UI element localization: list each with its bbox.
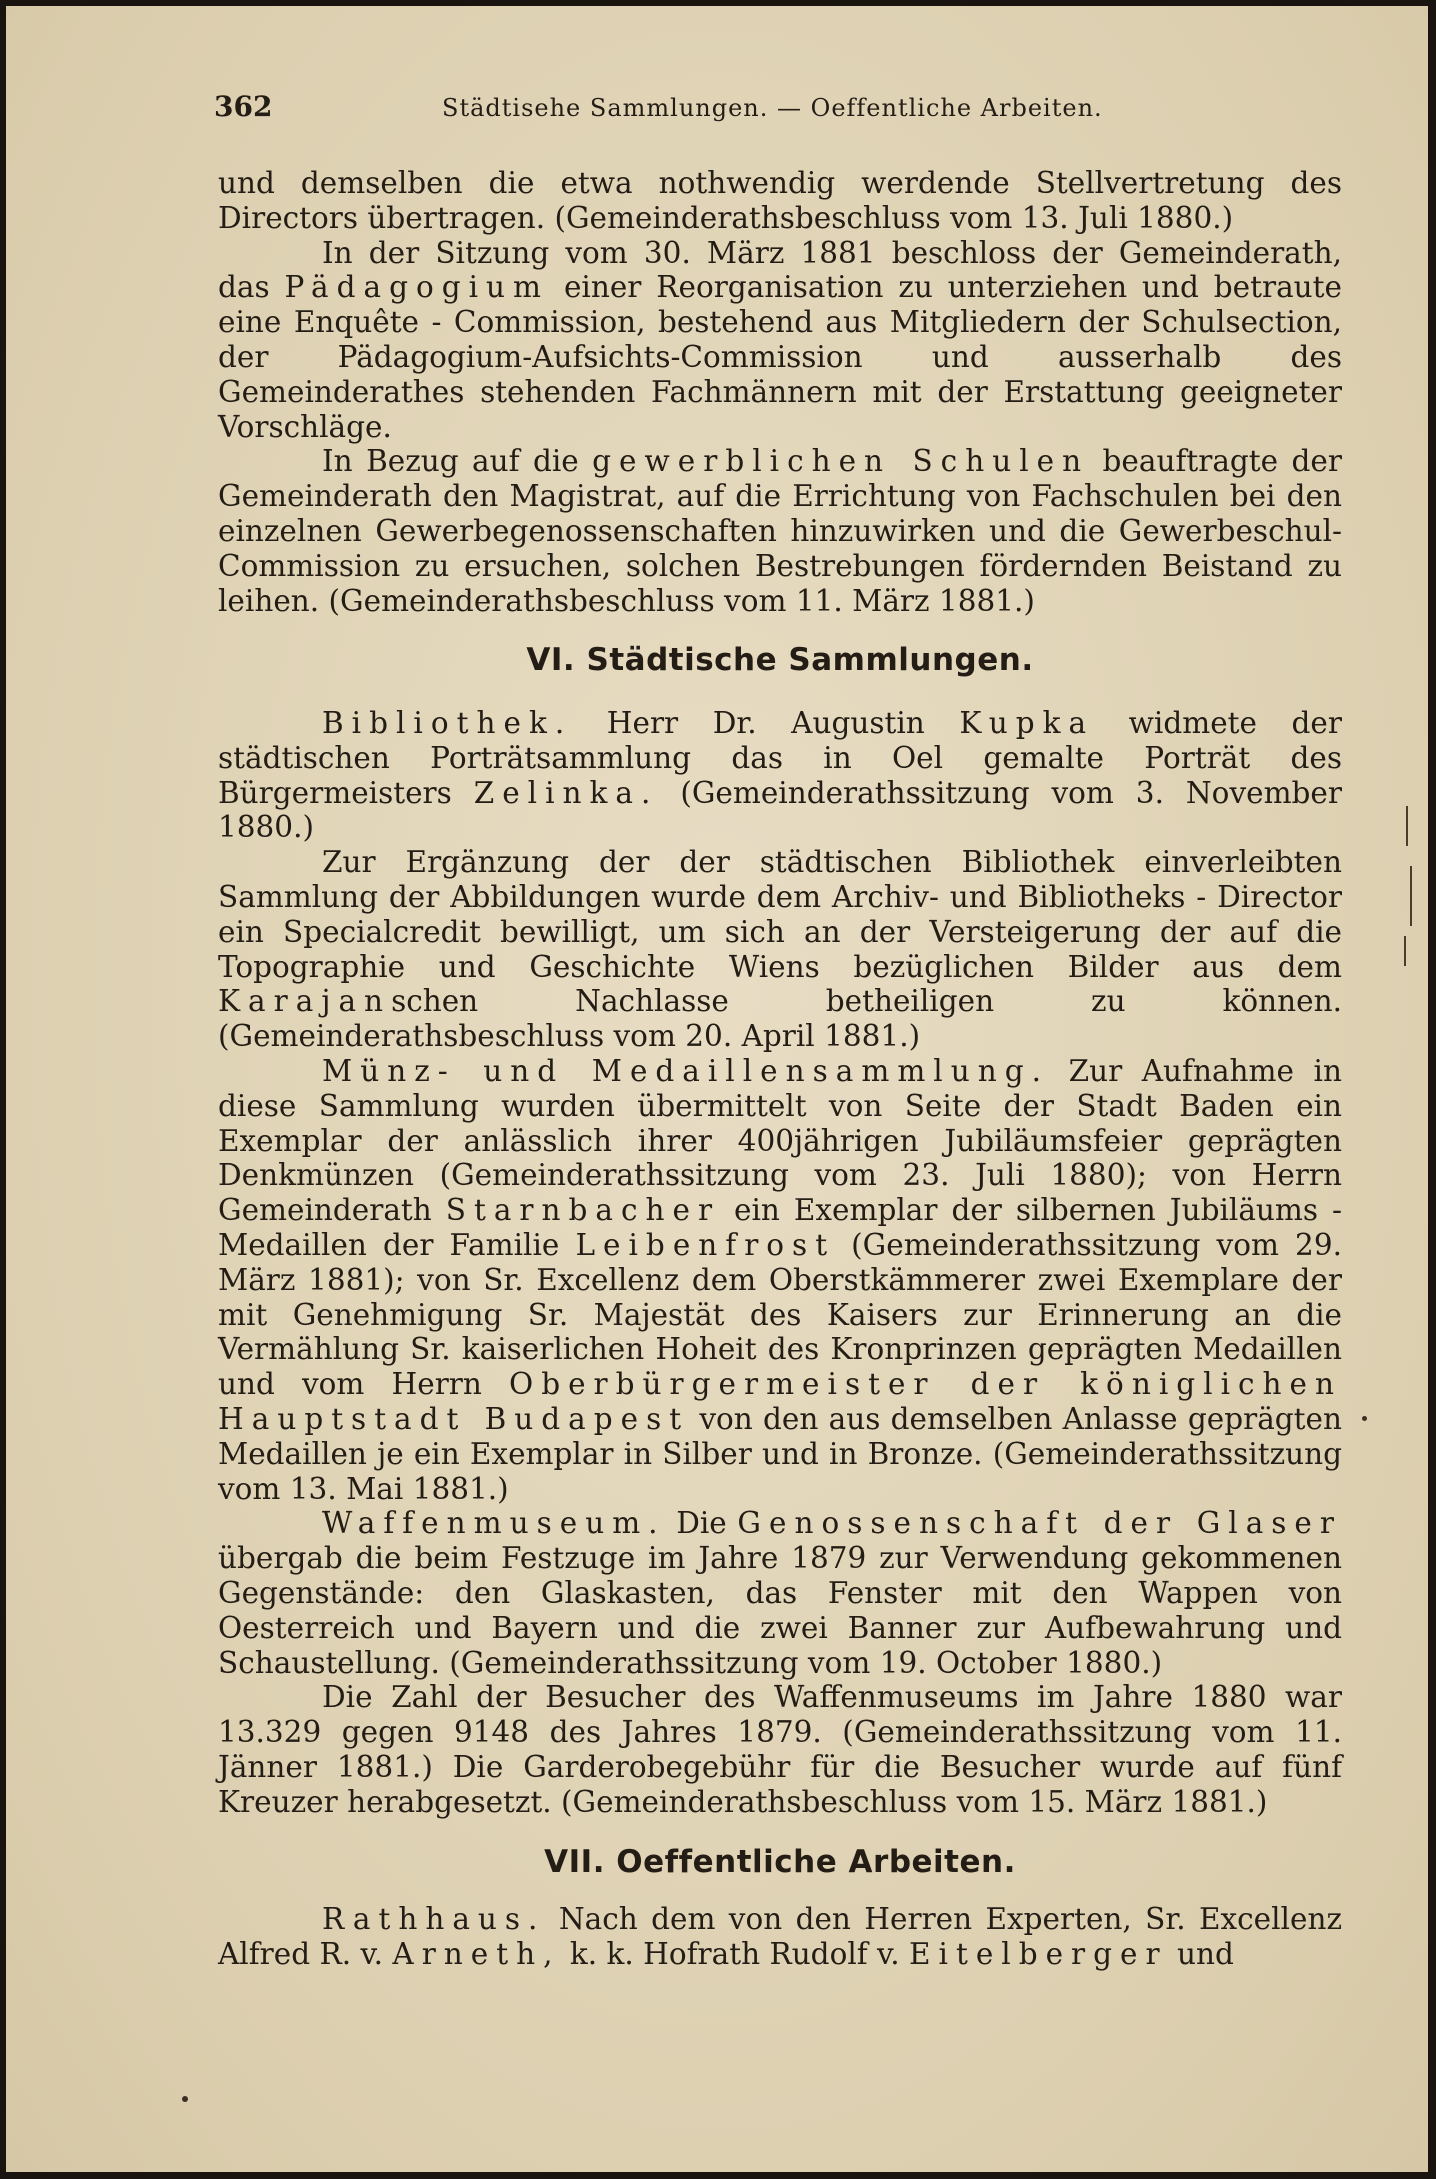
paragraph-ergaenzung: Zur Ergänzung der der städtischen Bibliothek einverleibten Sammlung der Abbildungen wurde dem Archiv- und Bibliotheks - Director ein Specialcredit bewilligt, um sich an der Versteigerung der auf die Topographie und Geschichte Wiens bezüglichen Bilder aus dem Karajanschen Nachlasse betheiligen zu können. (Gemeinderathsbeschluss vom 20. April 1881.): [218, 845, 1342, 1054]
section-vii-body: [218, 1902, 1342, 1972]
label-waffenmuseum: Waffenmuseum.: [322, 1506, 666, 1541]
margin-pencil-mark: [1406, 806, 1408, 846]
name-oberbuergermeister: Oberbürgermeister der königlichen Hauptstadt Budapest: [218, 1367, 1342, 1436]
label-rathhaus: Rathhaus.: [322, 1902, 546, 1936]
page-number: 362: [214, 90, 273, 123]
spaced-paedagogium: Pädagogium: [284, 270, 550, 305]
spaced-gewerbliche-schulen: gewerblichen Schulen: [592, 444, 1090, 479]
paragraph-paedagogium: In der Sitzung vom 30. März 1881 beschloss der Gemeinderath, das Pädagogium einer Reorganisation zu unterziehen und betraute eine Enquête - Commission, bestehend aus Mitgliedern der Schulsection, der Pädagogium-Aufsichts-Commission und ausserhalb des Gemeinderathes stehenden Fachmännern mit der Erstattung geeigneter Vorschläge.: [218, 235, 1342, 444]
name-starnbacher: Starnbacher: [445, 1193, 721, 1228]
name-arneth: Arneth,: [392, 1936, 561, 1971]
paragraph-gewerbliche-schulen: In Bezug auf die gewerblichen Schulen beauftragte der Gemeinderath den Magistrat, auf die Errichtung von Fachschulen bei den einzelnen Gewerbegenossenschaften hinzuwirken und die Gewerbeschul-Commission zu ersuchen, solchen Bestrebungen fördernden Beistand zu leihen. (Gemeinderathsbeschluss vom 11. März 1881.): [218, 444, 1342, 618]
paragraph-waffenmuseum: Waffenmuseum. Die Genossenschaft der Glaser übergab die beim Festzuge im Jahre 1879 zur Verwendung gekommenen Gegenstände: den Glaskasten, das Fenster mit den Wappen von Oesterreich und Bayern und die zwei Banner zur Aufbewahrung und Schaustellung. (Gemeinderathssitzung vom 19. October 1880.): [218, 1506, 1342, 1680]
name-kupka: Kupka: [959, 706, 1095, 740]
paragraph-bibliothek: Bibliothek. Herr Dr. Augustin Kupka widmete der städtischen Porträtsammlung das in Oel gemalte Porträt des Bürgermeisters Zelinka. (Gemeinderathssitzung vom 3. November 1880.): [218, 706, 1342, 845]
section-heading-vi: VI. Städtische Sammlungen.: [526, 642, 1034, 678]
paper-speck: [1362, 1416, 1367, 1421]
running-header: [214, 90, 1344, 130]
document-page: [6, 6, 1428, 2172]
name-zelinka: Zelinka.: [473, 775, 659, 810]
name-karajan: Karajan: [218, 984, 392, 1019]
margin-pencil-mark: [1404, 936, 1406, 966]
section-heading-vii: VII. Oeffentliche Arbeiten.: [544, 1844, 1016, 1880]
intro-block: [218, 166, 1342, 618]
margin-pencil-mark: [1410, 866, 1412, 926]
label-muenzsammlung: Münz- und Medaillensammlung.: [322, 1053, 1049, 1088]
name-leibenfrost: Leibenfrost: [575, 1227, 836, 1262]
label-bibliothek: Bibliothek.: [322, 706, 573, 740]
section-vi-body: [218, 706, 1342, 1820]
running-title: Städtisehe Sammlungen. — Oeffentliche Arbeiten.: [442, 94, 1103, 122]
paragraph-rathhaus: Rathhaus. Nach dem von den Herren Experten, Sr. Excellenz Alfred R. v. Arneth, k. k. Hofrath Rudolf v. Eitelberger und: [218, 1902, 1342, 1971]
paper-speck: [182, 2096, 188, 2102]
paragraph-besucherzahl: Die Zahl der Besucher des Waffenmuseums im Jahre 1880 war 13.329 gegen 9148 des Jahres 1879. (Gemeinderathssitzung vom 11. Jänner 1881.) Die Garderobegebühr für die Besucher wurde auf fünf Kreuzer herabgesetzt. (Gemeinderathsbeschluss vom 15. März 1881.): [218, 1680, 1342, 1819]
name-genossenschaft: Genossenschaft der Glaser: [737, 1506, 1342, 1541]
paragraph-muenzsammlung: Münz- und Medaillensammlung. Zur Aufnahme in diese Sammlung wurden übermittelt von Seite der Stadt Baden ein Exemplar der anlässlich ihrer 400jährigen Jubiläumsfeier geprägten Denkmünzen (Gemeinderathssitzung vom 23. Juli 1880); von Herrn Gemeinderath Starnbacher ein Exemplar der silbernen Jubiläums - Medaillen der Familie Leibenfrost (Gemeinderathssitzung vom 29. März 1881); von Sr. Excellenz dem Oberstkämmerer zwei Exemplare der mit Genehmigung Sr. Majestät des Kaisers zur Erinnerung an die Vermählung Sr. kaiserlichen Hoheit des Kronprinzen geprägten Medaillen und vom Herrn Oberbürgermeister der königlichen Hauptstadt Budapest von den aus demselben Anlasse geprägten Medaillen je ein Exemplar in Silber und in Bronze. (Gemeinderathssitzung vom 13. Mai 1881.): [218, 1053, 1342, 1506]
paragraph-stellvertretung: und demselben die etwa nothwendig werdende Stellvertretung des Directors übertragen. (Gemeinderathsbeschluss vom 13. Juli 1880.): [218, 166, 1342, 235]
name-eitelberger: Eitelberger: [909, 1936, 1168, 1971]
